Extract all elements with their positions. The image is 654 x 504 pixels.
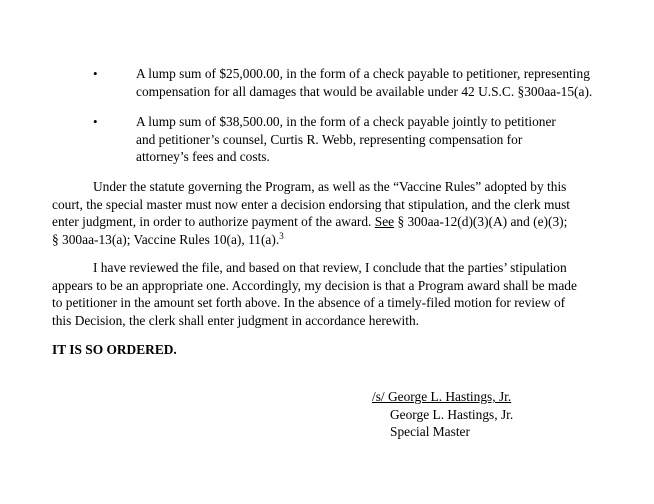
paragraph-line: I have reviewed the file, and based on that review, I conclude that the parties’ stipulation	[93, 260, 567, 275]
bullet-text	[136, 113, 636, 166]
paragraph-line: this Decision, the clerk shall enter judgment in accordance herewith.	[52, 312, 419, 328]
signature-block	[372, 388, 632, 441]
electronic-signature: /s/ George L. Hastings, Jr.	[372, 389, 512, 404]
statute-paragraph	[52, 178, 632, 248]
see-signal: See	[374, 214, 395, 230]
bullet-line: attorney’s fees and costs.	[136, 149, 270, 165]
bullet-line: A lump sum of $25,000.00, in the form of a check payable to petitioner, representing	[136, 66, 590, 81]
text-segment: enter judgment, in order to authorize payment of the award.	[52, 214, 375, 230]
paragraph-line: court, the special master must now enter a decision endorsing that stipulation, and the clerk must	[52, 196, 571, 212]
bullet-text	[136, 65, 636, 100]
bullet-line: and petitioner’s counsel, Curtis R. Webb, representing compensation for	[136, 131, 523, 147]
decision-paragraph	[52, 259, 632, 329]
paragraph-line: to petitioner in the amount set forth above. In the absence of a timely-filed motion for review of	[52, 295, 566, 311]
bullet-marker: •	[93, 114, 98, 129]
signer-name: George L. Hastings, Jr.	[390, 406, 514, 422]
bullet-line: A lump sum of $38,500.00, in the form of a check payable jointly to petitioner	[136, 114, 556, 129]
paragraph-line: appears to be an appropriate one. Accordingly, my decision is that a Program award shall be made	[52, 277, 577, 293]
so-ordered-heading: IT IS SO ORDERED.	[52, 342, 177, 357]
paragraph-line: Under the statute governing the Program, as well as the “Vaccine Rules” adopted by this	[93, 179, 567, 194]
signer-title: Special Master	[390, 424, 470, 440]
footnote-reference: 3	[279, 230, 284, 241]
paragraph-line	[52, 231, 632, 249]
paragraph-line	[52, 213, 632, 231]
bullet-line: compensation for all damages that would be available under 42 U.S.C. §300aa-15(a).	[136, 83, 593, 99]
bullet-marker: •	[93, 66, 98, 81]
text-segment: § 300aa-12(d)(3)(A) and (e)(3);	[394, 214, 568, 230]
text-segment: § 300aa-13(a); Vaccine Rules 10(a), 11(a).	[52, 231, 280, 247]
